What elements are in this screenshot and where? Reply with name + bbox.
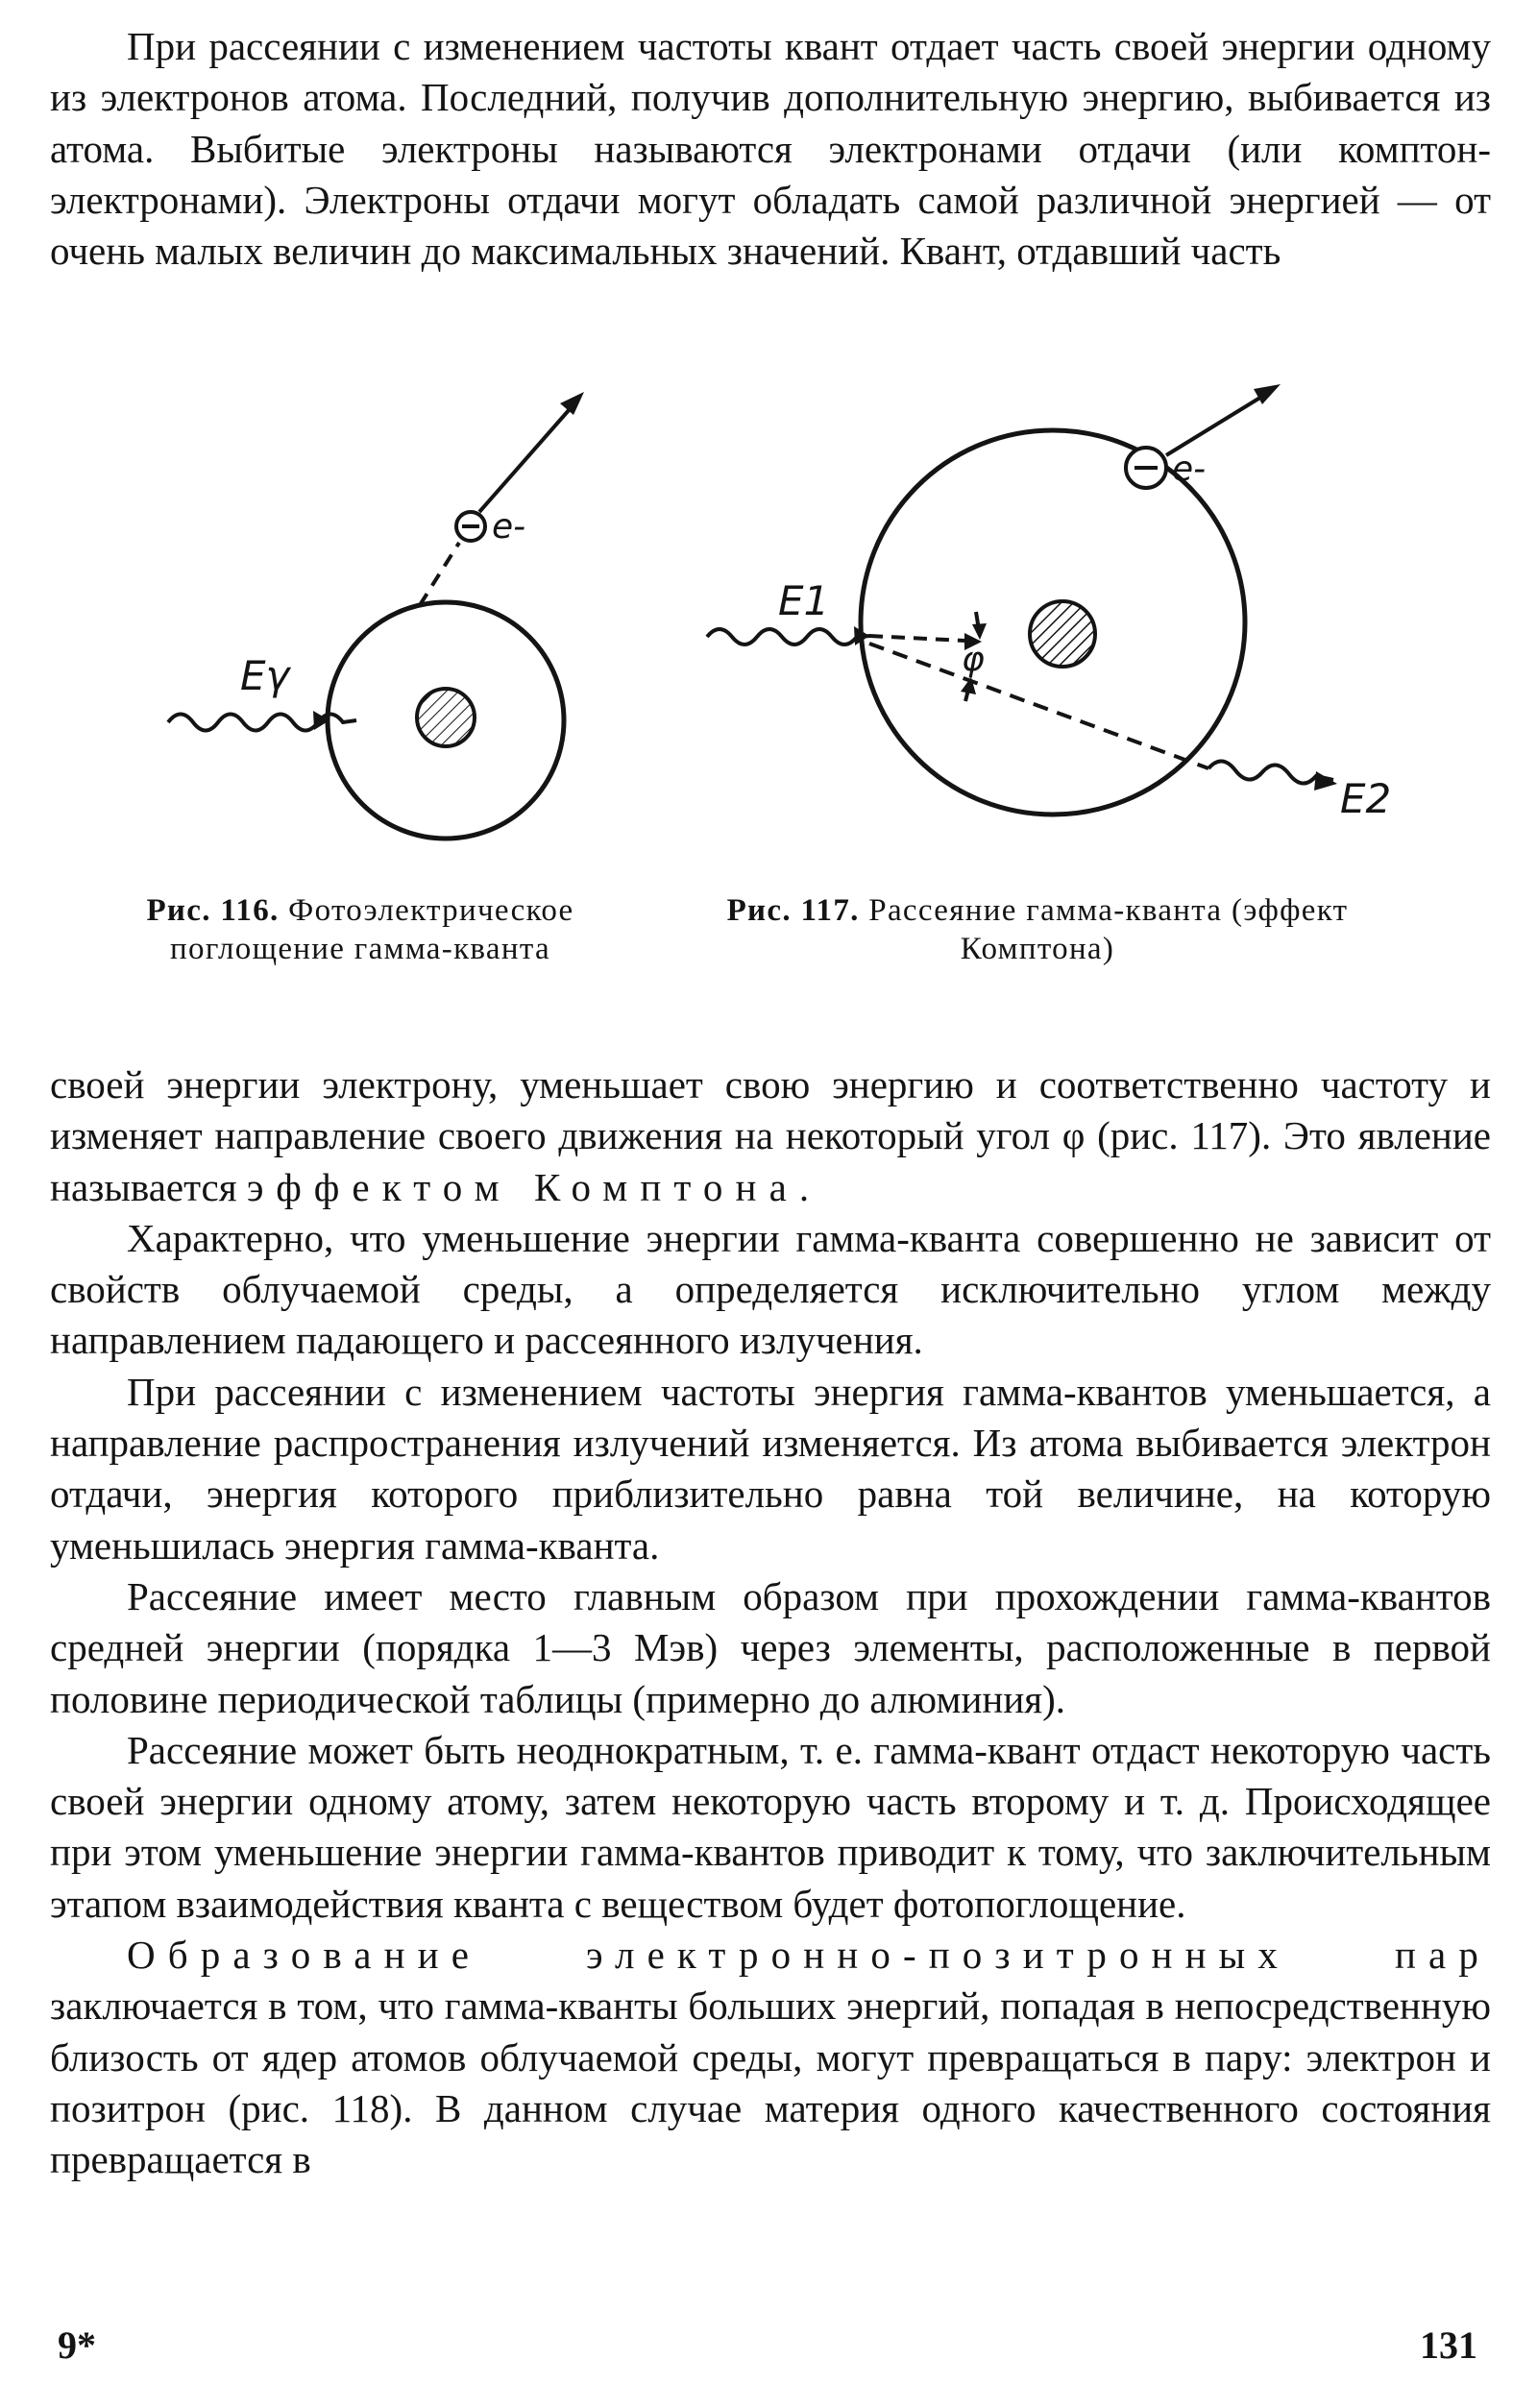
electron-arrow <box>479 401 576 512</box>
scattered-arrowhead <box>1314 771 1337 791</box>
incident-wave <box>707 629 870 645</box>
electron-arrowhead <box>560 392 584 415</box>
label-electron: e- <box>492 507 526 547</box>
paragraph-pair-production: Образование электронно-позитронных пар заключается в том, что гамма-кванты больших энергий, попадая в непосредственную близость от ядер атомов облучаемой среды, могут превращаться в пару: электрон и позитрон (рис. 118). В данном случае материя одного качественного состояния превращается в <box>50 1933 1491 2182</box>
label-electron: e- <box>1172 450 1207 489</box>
page-number: 131 <box>1420 2323 1477 2367</box>
paragraph: При рассеянии с изменением частоты энергия гамма-квантов уменьшается, а направление распространения излучений изменяется. Из атома выбивается электрон отдачи, энергия которого приблизительно равна той величине, на которую уменьшилась энергия гамма-кванта. <box>50 1369 1491 1568</box>
caption-text: Фотоэлектрическое поглощение гамма-кванта <box>170 893 574 967</box>
caption-figure-116 <box>144 891 576 969</box>
scattered-wave <box>1208 761 1333 783</box>
electron-path <box>420 543 459 605</box>
label-phi: φ <box>962 640 985 679</box>
scattered-path <box>869 644 1208 768</box>
paragraph: При рассеянии с изменением частоты квант отдает часть своей энергии одному из электронов атома. Последний, получив дополнительную энергию, выбивается из атома. Выбитые электроны называются электронами отдачи (или комптон-электронами). Электроны отдачи могут обладать самой различной энергией — от очень малых величин до максимальных значений. Квант, отдавший часть <box>50 24 1491 274</box>
paragraph: Рассеяние может быть неоднократным, т. е. гамма-квант отдаст некоторую часть своей энергии одному атому, затем некоторую часть второму и т. д. Происходящее при этом уменьшение энергии гамма-квантов приводит к тому, что заключительным этапом взаимодействия кванта с веществом будет фотопоглощение. <box>50 1727 1491 1926</box>
nucleus <box>1030 601 1095 667</box>
label-e1: E1 <box>778 577 830 624</box>
term-compton-effect: эффектом Комптона <box>246 1164 799 1209</box>
nucleus <box>417 689 475 746</box>
paragraph: Характерно, что уменьшение энергии гамма-кванта совершенно не зависит от свойств облучаемой среды, а определяется исключительно углом между направлением падающего и рассеянного излучения. <box>50 1215 1491 1363</box>
printer-signature: 9* <box>58 2323 96 2367</box>
paragraph: Рассеяние имеет место главным образом при прохождении гамма-квантов средней энергии (порядка 1—3 Мэв) через элементы, расположенные в первой половине периодической таблицы (примерно до алюминия). <box>50 1573 1491 1721</box>
figure-116 <box>168 392 584 839</box>
incident-direction <box>869 636 965 641</box>
text-block-bottom <box>50 1059 1491 2186</box>
figures <box>0 365 1537 903</box>
caption-figure-117 <box>692 891 1383 969</box>
label-e2: E2 <box>1340 775 1392 822</box>
figure-117 <box>707 384 1391 822</box>
electron-arrow <box>1166 396 1263 455</box>
caption-number: Рис. 117. <box>726 893 860 928</box>
label-gamma: Eγ <box>240 652 290 699</box>
continuation-paragraph: своей энергии электрону, уменьшает свою энергию и соответственно частоту и изменяет направление своего движения на некоторый угол φ (рис. 117). Это явление называется эффектом Комптона. <box>50 1062 1491 1209</box>
caption-number: Рис. 116. <box>146 893 280 928</box>
caption-text: Рассеяние гамма-кванта (эффект Комптона) <box>868 893 1349 967</box>
term-pair-production: Образование электронно-позитронных пар <box>127 1933 1491 1978</box>
text-block-top <box>50 21 1491 277</box>
